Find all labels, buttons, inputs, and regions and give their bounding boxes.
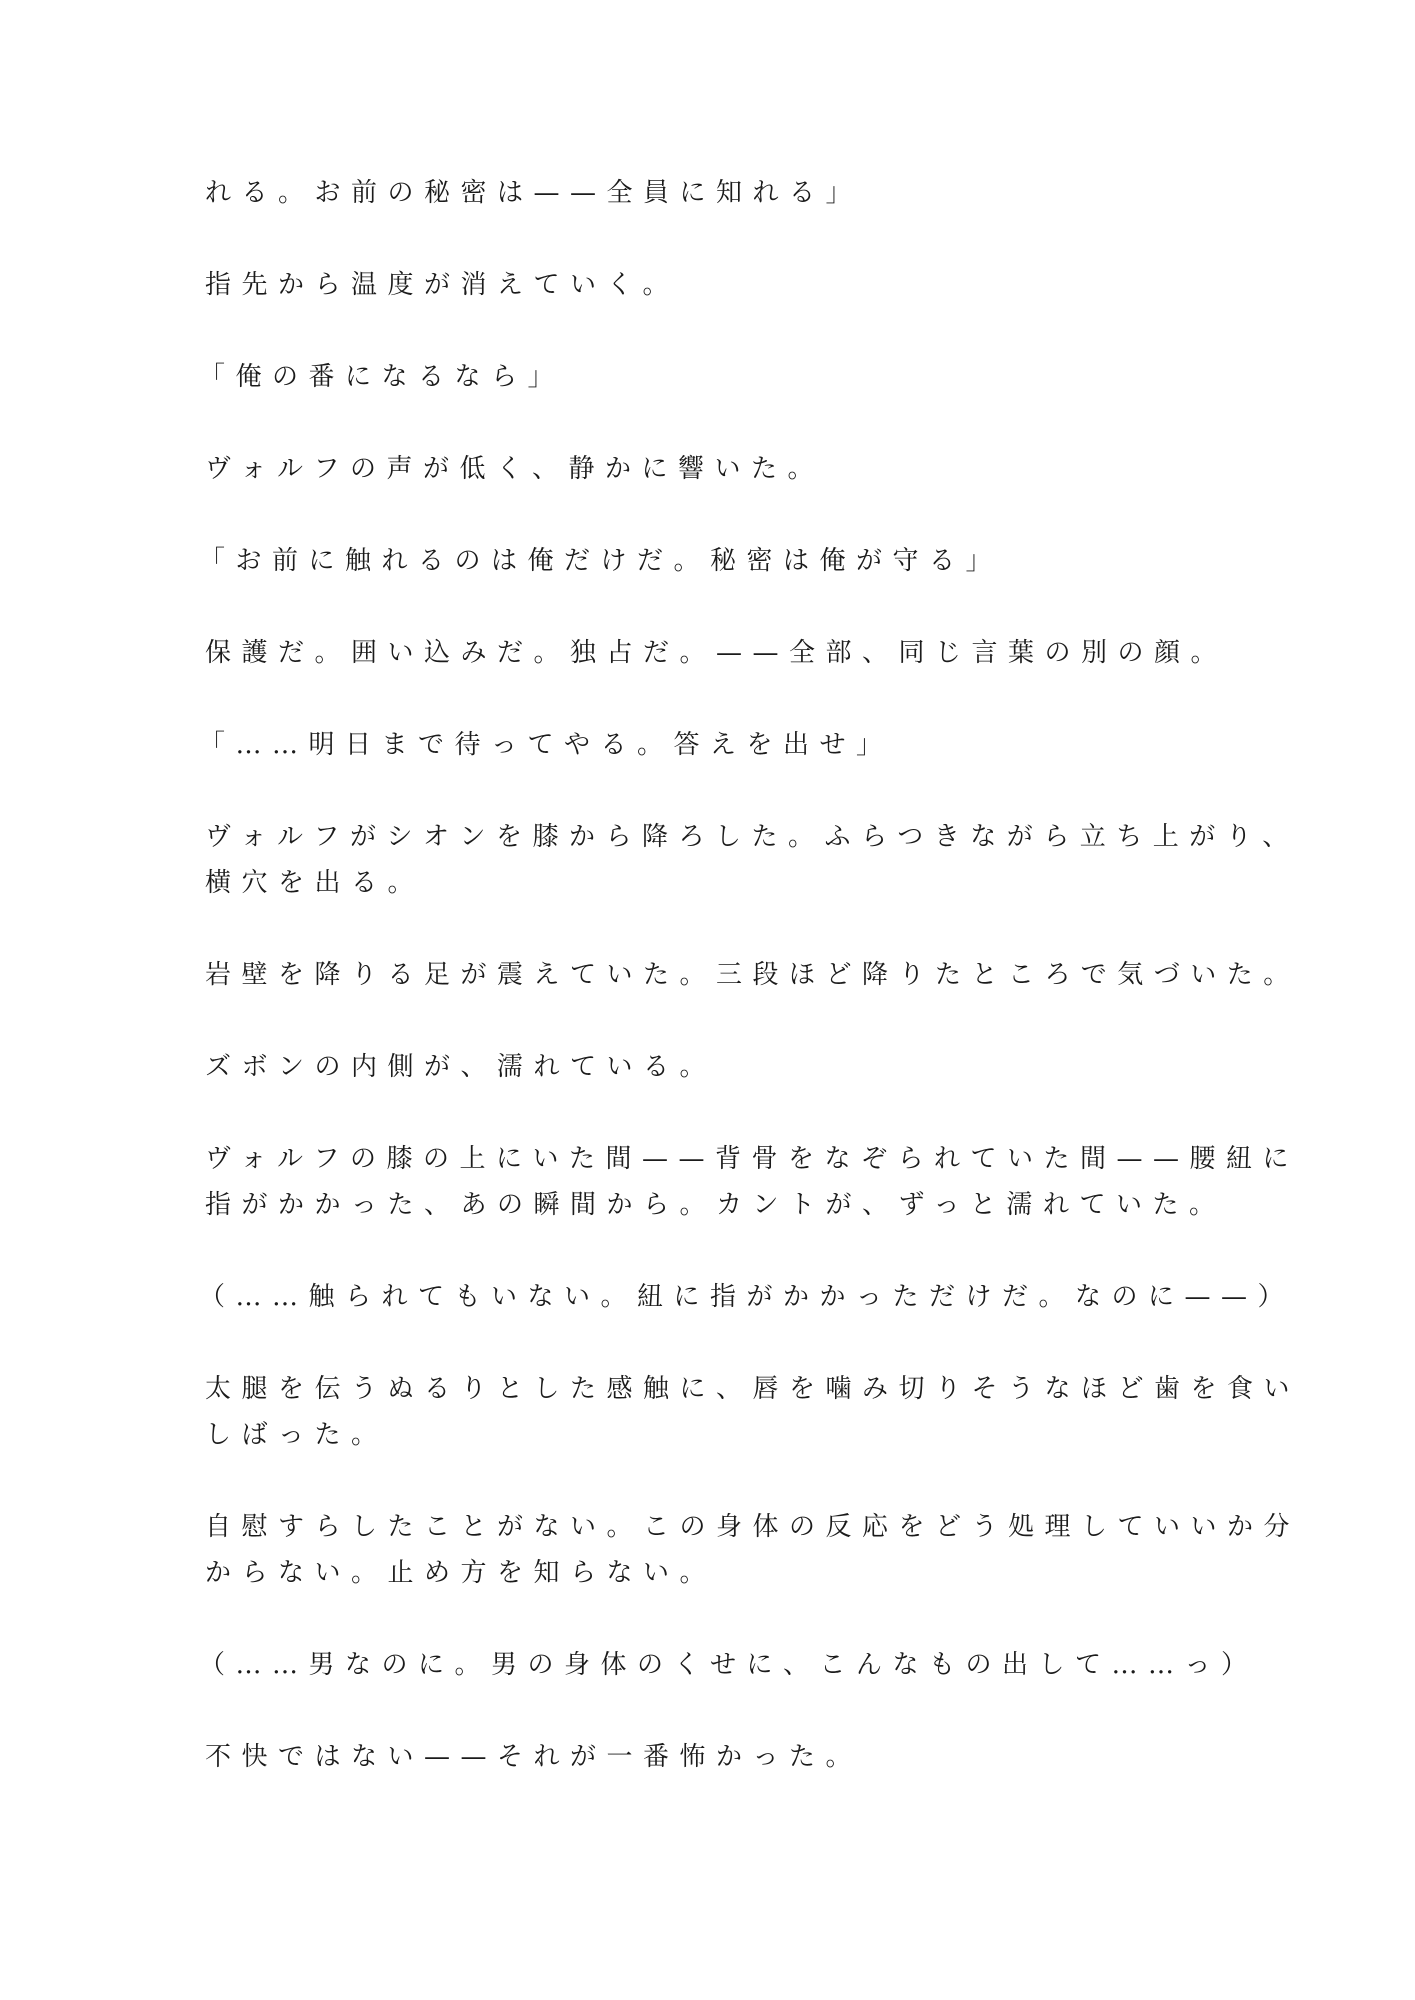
text-line: ヴォルフがシオンを膝から降ろした。ふらつきながら立ち上がり、 xyxy=(205,822,1299,852)
text-line: ヴォルフの膝の上にいた間——背骨をなぞられていた間——腰紐に xyxy=(205,1144,1299,1174)
text-line: （……男なのに。男の身体のくせに、こんなもの出して……っ） xyxy=(199,1650,1258,1680)
inner-thought-paragraph xyxy=(199,1274,1295,1320)
dialogue-paragraph xyxy=(199,722,1175,768)
text-line: れる。お前の秘密は——全員に知れる」 xyxy=(205,178,863,208)
paragraph xyxy=(205,446,1175,492)
text-line: ヴォルフの声が低く、静かに響いた。 xyxy=(205,454,824,484)
dialogue-paragraph xyxy=(199,354,1175,400)
text-line: 不快ではない——それが一番怖かった。 xyxy=(205,1742,863,1772)
text-line: しばった。 xyxy=(205,1420,388,1450)
text-line: 指がかかった、あの瞬間から。カントが、ずっと濡れていた。 xyxy=(205,1190,1226,1220)
text-line: からない。止め方を知らない。 xyxy=(205,1558,717,1588)
paragraph xyxy=(205,1366,1301,1458)
text-line: 指先から温度が消えていく。 xyxy=(205,270,679,300)
text-line: 横穴を出る。 xyxy=(205,868,425,898)
paragraph xyxy=(205,1044,1175,1090)
dialogue-paragraph xyxy=(199,538,1175,584)
text-line: 太腿を伝うぬるりとした感触に、唇を噛み切りそうなほど歯を食い xyxy=(205,1374,1301,1404)
paragraph xyxy=(205,952,1300,998)
text-line: ズボンの内側が、濡れている。 xyxy=(205,1052,717,1082)
paragraph xyxy=(205,1504,1301,1596)
text-line: 「俺の番になるなら」 xyxy=(199,362,565,392)
text-body xyxy=(199,170,1301,1826)
text-line: 岩壁を降りる足が震えていた。三段ほど降りたところで気づいた。 xyxy=(205,960,1300,990)
paragraph xyxy=(205,1734,1175,1780)
text-line: （……触られてもいない。紐に指がかかっただけだ。なのに——） xyxy=(199,1282,1295,1312)
inner-thought-paragraph xyxy=(199,1642,1258,1688)
paragraph xyxy=(205,630,1228,676)
paragraph xyxy=(205,170,1175,216)
text-line: 保護だ。囲い込みだ。独占だ。——全部、同じ言葉の別の顔。 xyxy=(205,638,1228,668)
text-line: 自慰すらしたことがない。この身体の反応をどう処理していいか分 xyxy=(205,1512,1301,1542)
text-line: 「お前に触れるのは俺だけだ。秘密は俺が守る」 xyxy=(199,546,1003,576)
text-line: 「……明日まで待ってやる。答えを出せ」 xyxy=(199,730,893,760)
paragraph xyxy=(205,814,1299,906)
paragraph xyxy=(205,1136,1299,1228)
paragraph xyxy=(205,262,1175,308)
